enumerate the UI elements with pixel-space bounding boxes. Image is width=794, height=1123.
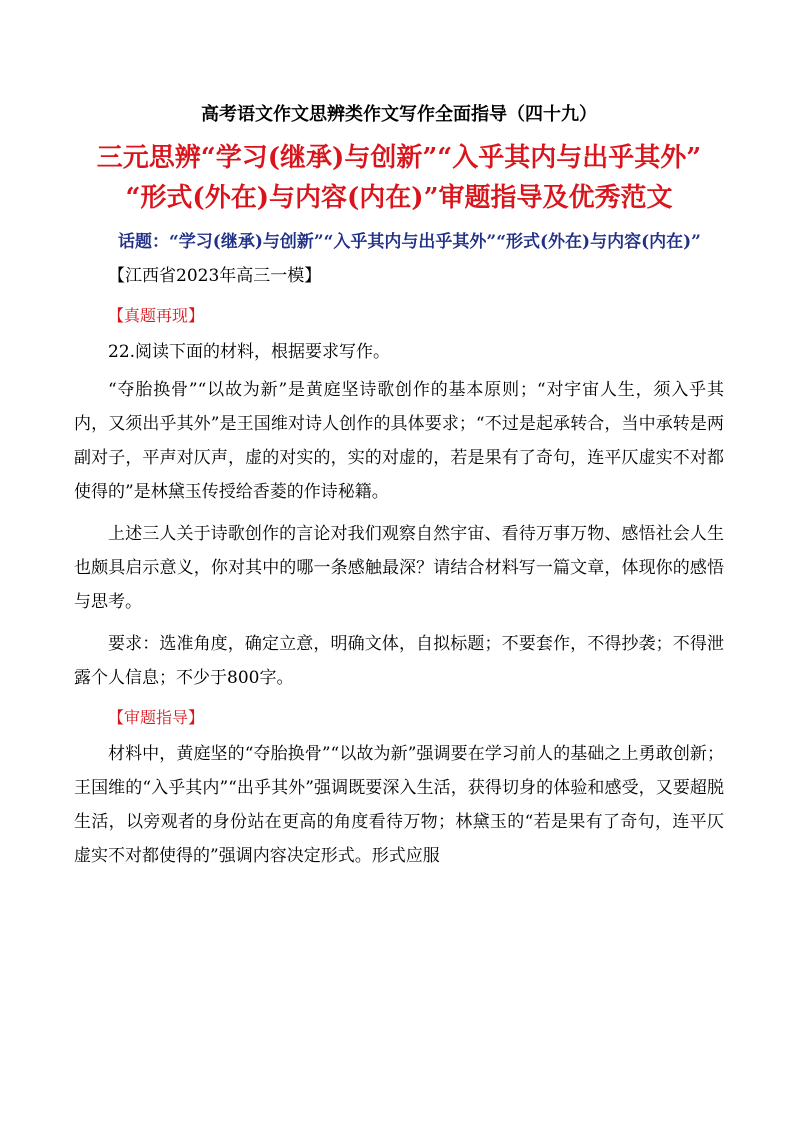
question-material: “夺胎换骨”“以故为新”是黄庭坚诗歌创作的基本原则；“对宇宙人生，须入乎其内，又须出乎其外”是王国维对诗人创作的具体要求；“不过是起承转合，当中承转是两副对子，平声对仄声，虚的对实的，实的对虚的，若是果有了奇句，连平仄虚实不对都使得的”是林黛玉传授给香菱的作诗秘籍。	[74, 380, 724, 502]
source-label: 【江西省2023年高三一模】	[108, 266, 322, 286]
question-task: 上述三人关于诗歌创作的言论对我们观察自然宇宙、看待万事万物、感悟社会人生也颇具启示意义，你对其中的哪一条感触最深？请结合材料写一篇文章，体现你的感悟与思考。	[74, 524, 724, 612]
section-label-real-question: 【真题再现】	[108, 306, 205, 325]
question-requirements: 要求：选准角度，确定立意，明确文体，自拟标题；不要套作，不得抄袭；不得泄露个人信息；不少于800字。	[74, 634, 724, 688]
main-title-line-1: 三元思辨“学习(继承)与创新”“入乎其内与出乎其外”	[96, 143, 702, 173]
section-label-guidance: 【审题指导】	[108, 708, 205, 727]
guidance-text: 材料中，黄庭坚的“夺胎换骨”“以故为新”强调要在学习前人的基础之上勇敢创新；王国维的“入乎其内”“出乎其外”强调既要深入生活，获得切身的体验和感受，又要超脱生活，以旁观者的身份站在更高的角度看待万物；林黛玉的“若是果有了奇句，连平仄虚实不对都使得的”强调内容决定形式。形式应服	[74, 744, 724, 866]
question-prompt: 22.阅读下面的材料，根据要求写作。	[108, 342, 391, 362]
topic-line: 话题：“学习(继承)与创新”“入乎其内与出乎其外”“形式(外在)与内容(内在)”	[118, 232, 701, 252]
main-title-line-2: “形式(外在)与内容(内在)”审题指导及优秀范文	[125, 183, 673, 213]
series-title: 高考语文作文思辨类作文写作全面指导（四十九）	[201, 104, 597, 125]
